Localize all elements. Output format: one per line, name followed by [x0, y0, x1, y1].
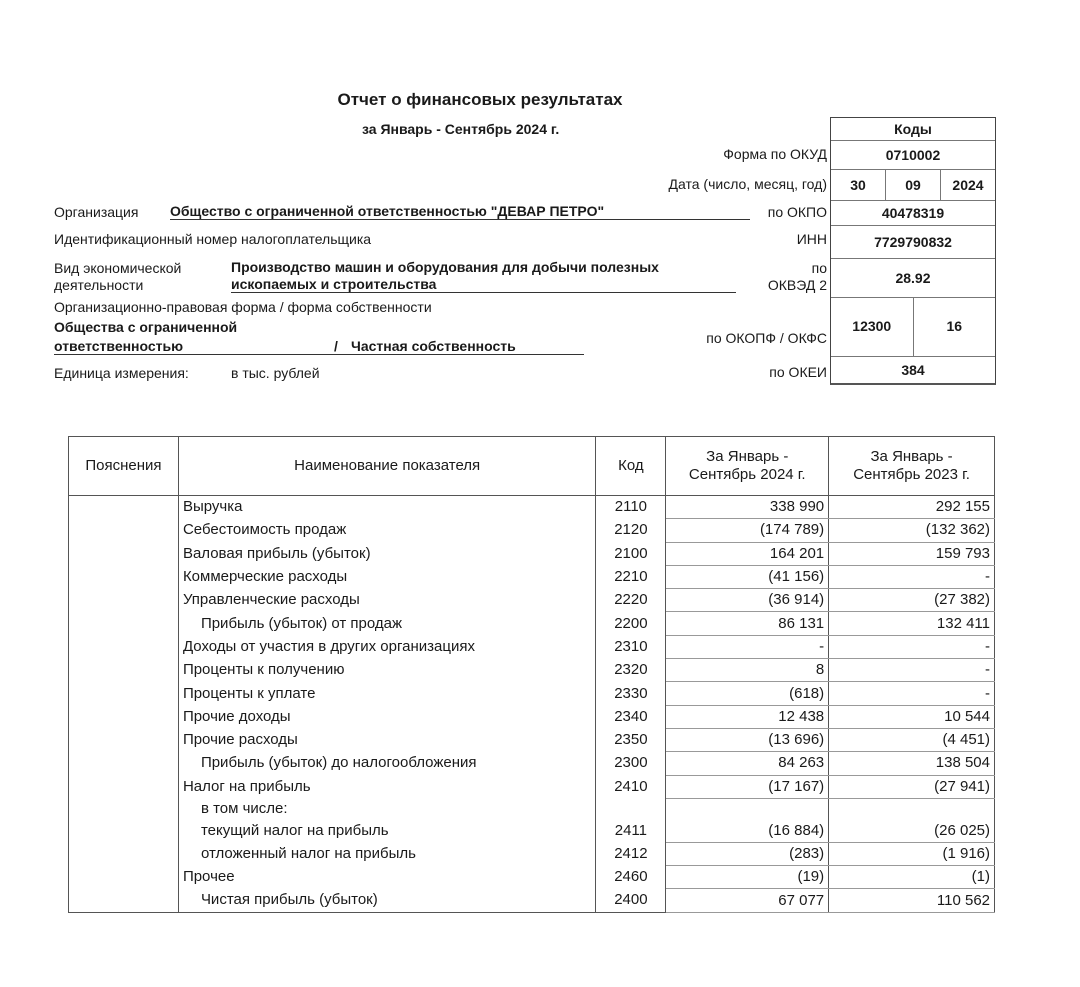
notes-cell [69, 682, 179, 705]
col-notes-header: Пояснения [69, 437, 179, 496]
indicator-label: Себестоимость продаж [182, 521, 347, 539]
indicator-name [178, 589, 595, 612]
indicator-label: Чистая прибыль (убыток) [200, 891, 378, 909]
table-row [69, 682, 995, 705]
value-previous: 132 411 [829, 612, 995, 635]
indicator-label: Прибыль (убыток) от продаж [200, 614, 403, 632]
indicator-label: Проценты к получению [182, 661, 345, 679]
indicator-code: 2120 [596, 519, 666, 542]
okved-code: 28.92 [895, 270, 931, 286]
indicator-code: 2300 [596, 752, 666, 775]
indicator-name [178, 775, 595, 798]
indicator-name [178, 728, 595, 751]
table-row [69, 542, 995, 565]
notes-cell [69, 589, 179, 612]
indicator-code: 2310 [596, 635, 666, 658]
value-current: (41 156) [666, 565, 829, 588]
indicator-code: 2400 [596, 889, 666, 912]
table-row [69, 635, 995, 658]
inn-label: Идентификационный номер налогоплательщика [54, 231, 372, 247]
notes-cell [69, 705, 179, 728]
date-year: 2024 [940, 170, 995, 200]
indicator-name [178, 659, 595, 682]
indicator-code: 2330 [596, 682, 666, 705]
value-current: (36 914) [666, 589, 829, 612]
indicator-code: 2340 [596, 705, 666, 728]
value-current: 12 438 [666, 705, 829, 728]
notes-cell [69, 728, 179, 751]
notes-cell [69, 752, 179, 775]
indicator-name [178, 752, 595, 775]
value-previous: (1) [829, 866, 995, 889]
indicator-label: отложенный налог на прибыль [200, 845, 416, 862]
form-line-2 [54, 338, 584, 355]
okud-label: Форма по ОКУД [723, 146, 827, 162]
codes-header: Коды [894, 121, 932, 137]
date-month: 09 [885, 170, 940, 200]
codes-box [830, 117, 996, 385]
indicator-label: Валовая прибыль (убыток) [182, 544, 371, 562]
value-previous: 10 544 [829, 705, 995, 728]
value-previous: 110 562 [829, 889, 995, 912]
notes-cell [69, 659, 179, 682]
activity-label-1: Вид экономической [54, 260, 182, 276]
ownership-value: Частная собственность [351, 338, 516, 354]
indicator-label: Проценты к уплате [182, 684, 316, 702]
indicator-name [178, 542, 595, 565]
okopf-code: 12300 [852, 318, 892, 334]
table-row [69, 889, 995, 912]
unit-value: в тыс. рублей [231, 365, 320, 381]
value-previous: (27 941) [829, 775, 995, 798]
value-previous: (132 362) [829, 519, 995, 542]
activity-line-2: ископаемых и строительства [231, 276, 736, 293]
value-current: 84 263 [666, 752, 829, 775]
value-current: (174 789) [666, 519, 829, 542]
value-previous: 159 793 [829, 542, 995, 565]
table-row [69, 752, 995, 775]
value-current: 338 990 [666, 496, 829, 519]
financial-results-table [68, 436, 995, 913]
report-title: Отчет о финансовых результатах [337, 90, 623, 109]
indicator-code: 2350 [596, 728, 666, 751]
notes-cell [69, 775, 179, 798]
col-current-header: За Январь - Сентябрь 2024 г. [666, 437, 829, 496]
activity-line-1: Производство машин и оборудования для добычи полезных [231, 259, 659, 275]
table-row [69, 589, 995, 612]
value-previous: (4 451) [829, 728, 995, 751]
value-current: 8 [666, 659, 829, 682]
table-row [69, 496, 995, 519]
indicator-name [178, 705, 595, 728]
notes-cell [69, 565, 179, 588]
value-current: (19) [666, 866, 829, 889]
okopf-label: по ОКОПФ / ОКФС [706, 330, 827, 346]
indicator-code: 2100 [596, 542, 666, 565]
table-row [69, 659, 995, 682]
table-row [69, 798, 995, 842]
table-row [69, 775, 995, 798]
indicator-label: текущий налог на прибыль [200, 822, 389, 840]
okved-label-1: по [811, 260, 827, 276]
form-label: Организационно-правовая форма / форма собственности [54, 299, 432, 315]
org-label: Организация [54, 204, 139, 220]
indicator-code: 2412 [596, 842, 666, 865]
value-previous: (26 025) [829, 798, 995, 842]
form-separator: / [334, 338, 338, 354]
okei-code: 384 [901, 362, 925, 378]
indicator-prelabel: в том числе: [200, 800, 288, 818]
value-current: - [666, 635, 829, 658]
table-row [69, 612, 995, 635]
okpo-label: по ОКПО [767, 204, 827, 220]
notes-cell [69, 612, 179, 635]
inn-code-label: ИНН [796, 231, 827, 247]
okei-label: по ОКЕИ [769, 364, 827, 380]
indicator-code: 2210 [596, 565, 666, 588]
form-value: ответственностью [54, 338, 184, 354]
okpo-code: 40478319 [881, 205, 945, 221]
value-current: 164 201 [666, 542, 829, 565]
indicator-label: Выручка [182, 498, 243, 516]
okud-code: 0710002 [885, 147, 941, 163]
indicator-code: 2220 [596, 589, 666, 612]
indicator-label: Прибыль (убыток) до налогообложения [200, 754, 477, 772]
indicator-name [178, 612, 595, 635]
notes-cell [69, 542, 179, 565]
table-row [69, 728, 995, 751]
notes-cell [69, 496, 179, 519]
table-row [69, 842, 995, 865]
indicator-code: 2110 [596, 496, 666, 519]
value-current: 86 131 [666, 612, 829, 635]
indicator-code: 2320 [596, 659, 666, 682]
table-header-row [69, 437, 995, 496]
indicator-label: Прочее [182, 868, 235, 886]
value-current: (13 696) [666, 728, 829, 751]
value-previous: 292 155 [829, 496, 995, 519]
okfs-code: 16 [913, 298, 996, 356]
value-previous: (1 916) [829, 842, 995, 865]
indicator-code: 2460 [596, 866, 666, 889]
indicator-label: Прочие доходы [182, 707, 291, 725]
value-previous: - [829, 565, 995, 588]
value-current: 67 077 [666, 889, 829, 912]
activity-label-2: деятельности [54, 277, 144, 293]
indicator-label: Доходы от участия в других организациях [182, 637, 475, 655]
org-name: Общество с ограниченной ответственностью "ДЕВАР ПЕТРО" [170, 203, 750, 220]
indicator-label: Коммерческие расходы [182, 568, 348, 586]
form-line-1: Общества с ограниченной [54, 319, 238, 335]
notes-cell [69, 889, 179, 912]
indicator-name [178, 496, 595, 519]
indicator-name [178, 866, 595, 889]
value-current: (283) [666, 842, 829, 865]
table-row [69, 705, 995, 728]
table-row [69, 519, 995, 542]
indicator-name [178, 889, 595, 912]
date-day: 30 [850, 177, 866, 193]
col-previous-header: За Январь - Сентябрь 2023 г. [829, 437, 995, 496]
indicator-label: Управленческие расходы [182, 591, 360, 609]
inn-code: 7729790832 [874, 234, 952, 250]
indicator-code: 2411 [596, 798, 666, 842]
okved-label-2: ОКВЭД 2 [767, 277, 827, 293]
value-previous: - [829, 659, 995, 682]
notes-cell [69, 798, 179, 842]
indicator-name [178, 635, 595, 658]
indicator-name [178, 842, 595, 865]
value-current: (16 884) [666, 798, 829, 842]
value-previous: (27 382) [829, 589, 995, 612]
col-code-header: Код [596, 437, 666, 496]
notes-cell [69, 866, 179, 889]
table-row [69, 866, 995, 889]
notes-cell [69, 519, 179, 542]
value-current: (618) [666, 682, 829, 705]
value-previous: - [829, 635, 995, 658]
indicator-label: Прочие расходы [182, 731, 298, 749]
value-previous: - [829, 682, 995, 705]
report-period: за Январь - Сентябрь 2024 г. [362, 121, 560, 137]
value-previous: 138 504 [829, 752, 995, 775]
notes-cell [69, 842, 179, 865]
unit-label: Единица измерения: [54, 365, 189, 381]
indicator-code: 2410 [596, 775, 666, 798]
date-label: Дата (число, месяц, год) [668, 176, 827, 192]
value-current: (17 167) [666, 775, 829, 798]
col-name-header: Наименование показателя [178, 437, 595, 496]
indicator-code: 2200 [596, 612, 666, 635]
indicator-label: Налог на прибыль [182, 777, 311, 795]
notes-cell [69, 635, 179, 658]
indicator-name [178, 565, 595, 588]
table-row [69, 565, 995, 588]
indicator-name [178, 682, 595, 705]
indicator-name [178, 798, 595, 842]
indicator-name [178, 519, 595, 542]
